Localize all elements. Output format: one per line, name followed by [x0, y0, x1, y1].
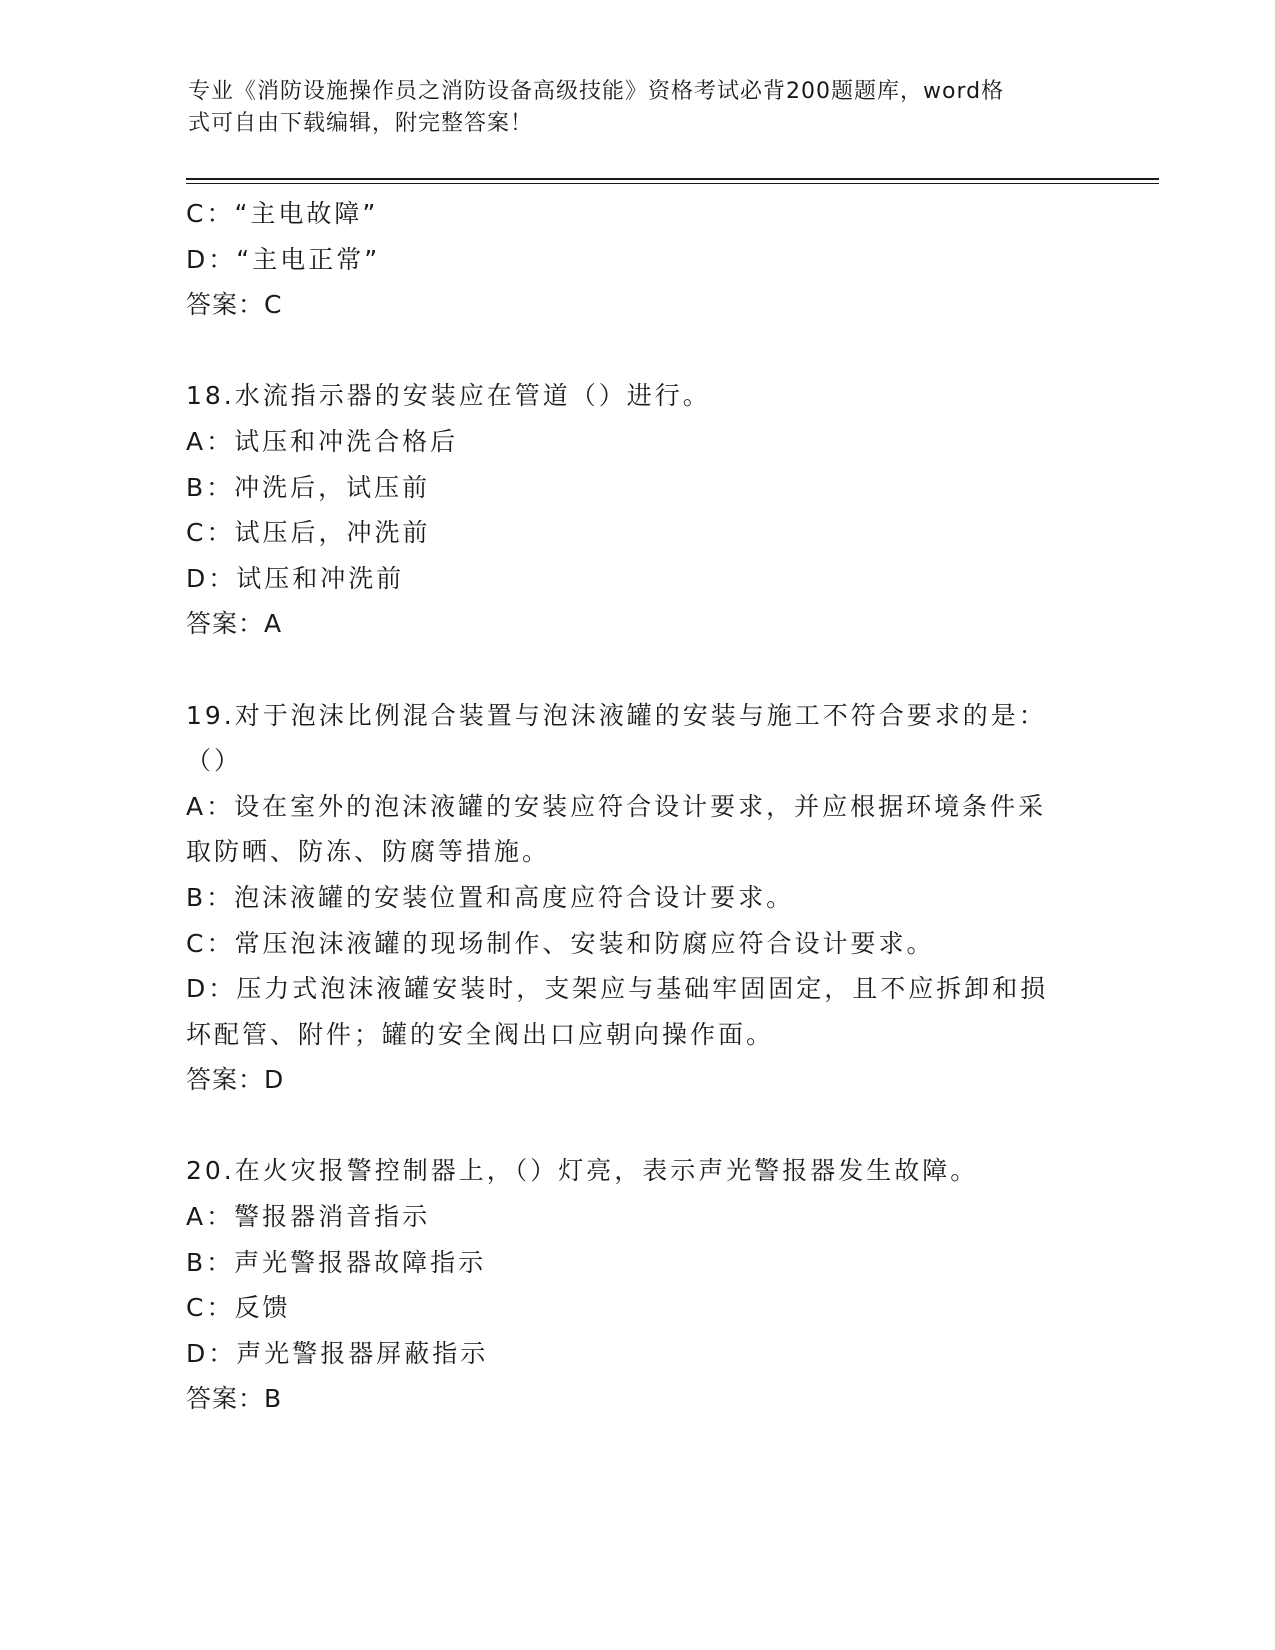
question-stem: 18.水流指示器的安装应在管道（）进行。	[186, 381, 711, 411]
option-line: D：声光警报器屏蔽指示	[186, 1338, 489, 1368]
option-line: C：常压泡沫液罐的现场制作、安装和防腐应符合设计要求。	[186, 928, 935, 958]
header-line-1: 专业《消防设施操作员之消防设备高级技能》资格考试必背200题题库，word格	[188, 79, 1005, 104]
question-18	[186, 373, 1086, 647]
question-stem-continued: （）	[186, 746, 243, 776]
option-line: D：压力式泡沫液罐安装时，支架应与基础牢固固定，且不应拆卸和损	[186, 974, 1049, 1004]
header-line-2: 式可自由下载编辑，附完整答案！	[188, 111, 534, 136]
header-divider-thick	[186, 178, 1159, 180]
option-line: B：声光警报器故障指示	[186, 1247, 487, 1277]
question-stem: 19.对于泡沫比例混合装置与泡沫液罐的安装与施工不符合要求的是：	[186, 700, 1047, 730]
answer-line: 答案：A	[186, 609, 283, 639]
answer-line: 答案：D	[186, 1065, 285, 1095]
previous-question-tail	[186, 191, 1086, 328]
question-19	[186, 693, 1086, 1103]
answer-line: 答案：C	[186, 290, 283, 320]
option-line-continued: 坏配管、附件；罐的安全阀出口应朝向操作面。	[186, 1019, 775, 1049]
option-line: A：警报器消音指示	[186, 1202, 431, 1232]
question-20	[186, 1148, 1086, 1422]
spacer	[186, 1103, 1086, 1149]
option-line: D：试压和冲洗前	[186, 563, 405, 593]
option-line: A：设在室外的泡沫液罐的安装应符合设计要求，并应根据环境条件采	[186, 791, 1047, 821]
option-line: C：试压后，冲洗前	[186, 518, 431, 548]
question-content	[186, 191, 1086, 1422]
answer-line: 答案：B	[186, 1384, 283, 1414]
option-line: B：泡沫液罐的安装位置和高度应符合设计要求。	[186, 882, 795, 912]
spacer	[186, 328, 1086, 374]
spacer	[186, 647, 1086, 693]
header-divider-thin	[186, 183, 1159, 184]
option-line: C：“主电故障”	[186, 199, 379, 228]
option-line-continued: 取防晒、防冻、防腐等措施。	[186, 837, 551, 867]
option-line: D：“主电正常”	[186, 244, 381, 274]
option-line: C：反馈	[186, 1293, 291, 1323]
question-stem: 20.在火灾报警控制器上，（）灯亮，表示声光警报器发生故障。	[186, 1156, 979, 1186]
option-line: B：冲洗后，试压前	[186, 472, 431, 502]
document-header	[188, 76, 1068, 140]
option-line: A：试压和冲洗合格后	[186, 426, 459, 456]
